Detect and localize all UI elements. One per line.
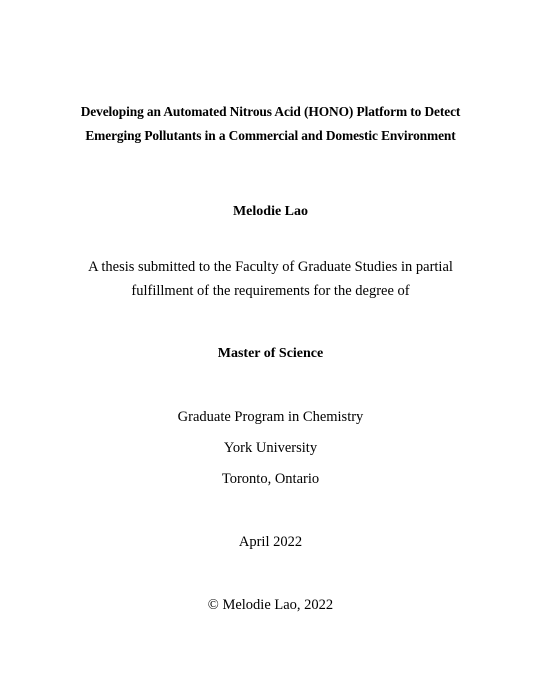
university-location: Toronto, Ontario <box>221 471 320 487</box>
submission-statement-line-2: fulfillment of the requirements for the degree of <box>131 283 410 299</box>
author-name: Melodie Lao <box>232 204 309 219</box>
university-name: York University <box>223 440 318 456</box>
thesis-title-line-2: Emerging Pollutants in a Commercial and Domestic Environment <box>85 128 456 143</box>
degree-name: Master of Science <box>217 346 324 361</box>
submission-date: April 2022 <box>238 534 303 550</box>
submission-statement-line-1: A thesis submitted to the Faculty of Graduate Studies in partial <box>88 259 453 275</box>
thesis-title-line-1: Developing an Automated Nitrous Acid (HONO) Platform to Detect <box>80 104 461 119</box>
copyright-notice: © Melodie Lao, 2022 <box>207 597 334 613</box>
graduate-program: Graduate Program in Chemistry <box>177 409 364 425</box>
